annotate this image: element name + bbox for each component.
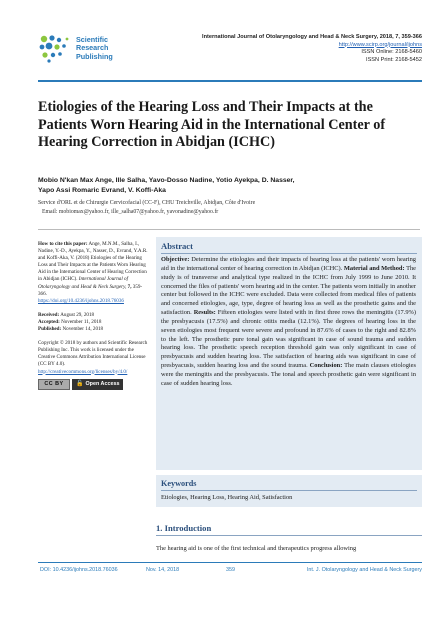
keywords-divider bbox=[161, 490, 417, 491]
introduction-divider bbox=[156, 535, 422, 536]
author-list-line1: Mobio N'kan Max Ange, Ille Salha, Yavo-Dosso Nadine, Yotio Ayekpa, D. Nasser, bbox=[38, 177, 295, 184]
how-to-cite-pages: 359-366. bbox=[38, 283, 143, 297]
conclusion-text: The main clauses etiologies were the meningitis and the presbyacusis. The tonal and speech prosthetic gain were significant in case of sudden hearing loss. bbox=[161, 362, 416, 387]
keywords-text: Etiologies, Hearing Loss, Hearing Aid, Satisfaction bbox=[161, 494, 293, 501]
journal-url-link[interactable]: http://www.scirp.org/journal/ijohns bbox=[338, 41, 422, 48]
how-to-cite-journal: International Journal of Otolaryngology and Head & Neck Surgery, bbox=[38, 276, 129, 290]
copyright-notice bbox=[38, 340, 150, 375]
abstract-text bbox=[161, 256, 416, 389]
how-to-cite-text: Ange, M.N.M., Salha, I., Nadine, Y.-D., Ayekpa, Y., Nasser, D., Evrand, Y.A.R. and Koffi-Aka, V. (2018) Etiologies of the Hearing Loss and Their Impacts at the Patients Worn Hearing Aid in the International Center of Hearing Correction in Abidjan (ICHC). bbox=[38, 241, 148, 283]
introduction-text: The hearing aid is one of the first technical and therapeutics progress allowing bbox=[156, 545, 357, 552]
abstract-heading: Abstract bbox=[161, 241, 193, 251]
accepted-value: November 11, 2018 bbox=[61, 318, 102, 325]
issn-print: ISSN Print: 2168-5452 bbox=[366, 56, 422, 63]
author-list-line2: Yapo Assi Romaric Evrand, V. Koffi-Aka bbox=[38, 186, 166, 194]
author-list bbox=[38, 176, 420, 195]
page-header bbox=[0, 0, 440, 68]
footer-date: Nov. 14, 2018 bbox=[146, 567, 180, 573]
methods-text: The study is of transverse and analytical type realized in the ICHC from July 1999 to June 2010. It concerned the files of patients' worn hearing aid in the center. The patients worn initially in another center but followed in the ICHC were excluded. Data were collected from medical files of patients and concerned etiologies, age, type, degree of hearing loss as well as the prosthetic gains and the satisfaction. bbox=[161, 264, 417, 317]
publisher-name bbox=[76, 36, 113, 61]
license-badges bbox=[38, 379, 150, 390]
journal-citation: International Journal of Otolaryngology and Head & Neck Surgery, 2018, 7, 359-366 bbox=[202, 34, 422, 40]
objective-label: Objective: bbox=[161, 256, 190, 263]
accepted-date bbox=[38, 319, 150, 326]
copyright-text: Copyright © 2018 by authors and Scientific Research Publishing Inc. This work is licensed under the Creative Commons Attribution International License (CC BY 4.0). bbox=[38, 340, 148, 368]
doi-link[interactable]: https://doi.org/10.4236/ijohns.2018.76036 bbox=[38, 297, 124, 304]
publisher-name-line3: Publishing bbox=[76, 51, 113, 61]
publisher-name-line2: Research bbox=[76, 43, 109, 53]
objective-text: Determine the etiologies and their impacts of hearing loss at the patients' worn hearing aid in the international center of hearing correction in Abidjan (ICHC). bbox=[161, 256, 416, 272]
section-divider bbox=[38, 229, 420, 230]
publisher-logo[interactable] bbox=[38, 34, 148, 64]
how-to-cite-label: How to cite this paper: bbox=[38, 241, 88, 247]
article-sidebar bbox=[38, 241, 150, 390]
cc-by-badge[interactable]: CC BY bbox=[38, 379, 70, 390]
received-date bbox=[38, 312, 150, 319]
license-link[interactable]: http://creativecommons.org/licenses/by/4.0/ bbox=[38, 368, 128, 375]
author-emails: Email: mobiomax@yahoo.fr, ille_salha07@yahoo.fr, yavonadine@yahoo.fr bbox=[42, 209, 219, 215]
introduction-heading: 1. Introduction bbox=[156, 523, 212, 533]
received-label: Received: bbox=[38, 311, 60, 318]
published-label: Published: bbox=[38, 326, 62, 333]
results-text: Fifteen etiologies were listed with in first three rows the meningitis (17.9%) the presbyacusis (17.5%) and chronic otitis media (12.1%). The degrees of hearing loss in the seven etiologies most frequent were severe and profound in 87.6% of cases to the right and 82.8% to the left. The prosthetic pure tonal gain was significant in case of sound trauma and sudden hearing loss. The prosthetic speech reception threshold gain was only significant in case of presbyacusis and sudden hearing loss. The satisfaction of hearing aids was significant in case of presbyacusis, sudden hearing loss and the sound trauma. bbox=[161, 309, 416, 370]
published-value: November 14, 2018 bbox=[62, 326, 104, 333]
article-title: Etiologies of the Hearing Loss and Their Impacts at the Patients Worn Hearing Aid in the International Center of Hearing Correction in Abidjan (ICHC) bbox=[38, 99, 386, 151]
publisher-name-line1: Scientific bbox=[76, 35, 108, 44]
how-to-cite bbox=[38, 241, 150, 305]
open-lock-icon: 🔓 bbox=[76, 380, 84, 387]
conclusion-label: Conclusion: bbox=[309, 362, 343, 370]
received-value: August 29, 2018 bbox=[60, 311, 95, 318]
footer-journal: Int. J. Otolaryngology and Head & Neck Surgery bbox=[306, 567, 422, 573]
publisher-logo-icon bbox=[38, 34, 72, 64]
open-access-label: Open Access bbox=[85, 380, 120, 387]
footer-divider bbox=[38, 562, 422, 563]
affiliation: Service d'ORL et de Chirurgie Cervicofacial (CC-F), CHU Treichville, Abidjan, Côte d'Ivoire bbox=[38, 200, 256, 206]
published-date bbox=[38, 326, 150, 333]
keywords-section bbox=[156, 475, 422, 507]
article-dates bbox=[38, 312, 150, 333]
abstract-section bbox=[156, 237, 422, 470]
issn-online: ISSN Online: 2168-5460 bbox=[361, 49, 422, 56]
footer-doi[interactable]: DOI: 10.4236/ijohns.2018.76036 bbox=[40, 567, 118, 573]
open-access-badge[interactable] bbox=[72, 379, 123, 390]
abstract-divider bbox=[161, 253, 417, 254]
how-to-cite-volume: 7, bbox=[127, 283, 132, 290]
methods-label: Material and Method: bbox=[343, 264, 405, 272]
accepted-label: Accepted: bbox=[38, 318, 60, 325]
journal-info bbox=[202, 34, 422, 64]
header-divider bbox=[38, 80, 422, 82]
results-label: Results: bbox=[193, 309, 216, 317]
page-number: 359 bbox=[226, 567, 235, 573]
keywords-heading: Keywords bbox=[161, 479, 197, 488]
